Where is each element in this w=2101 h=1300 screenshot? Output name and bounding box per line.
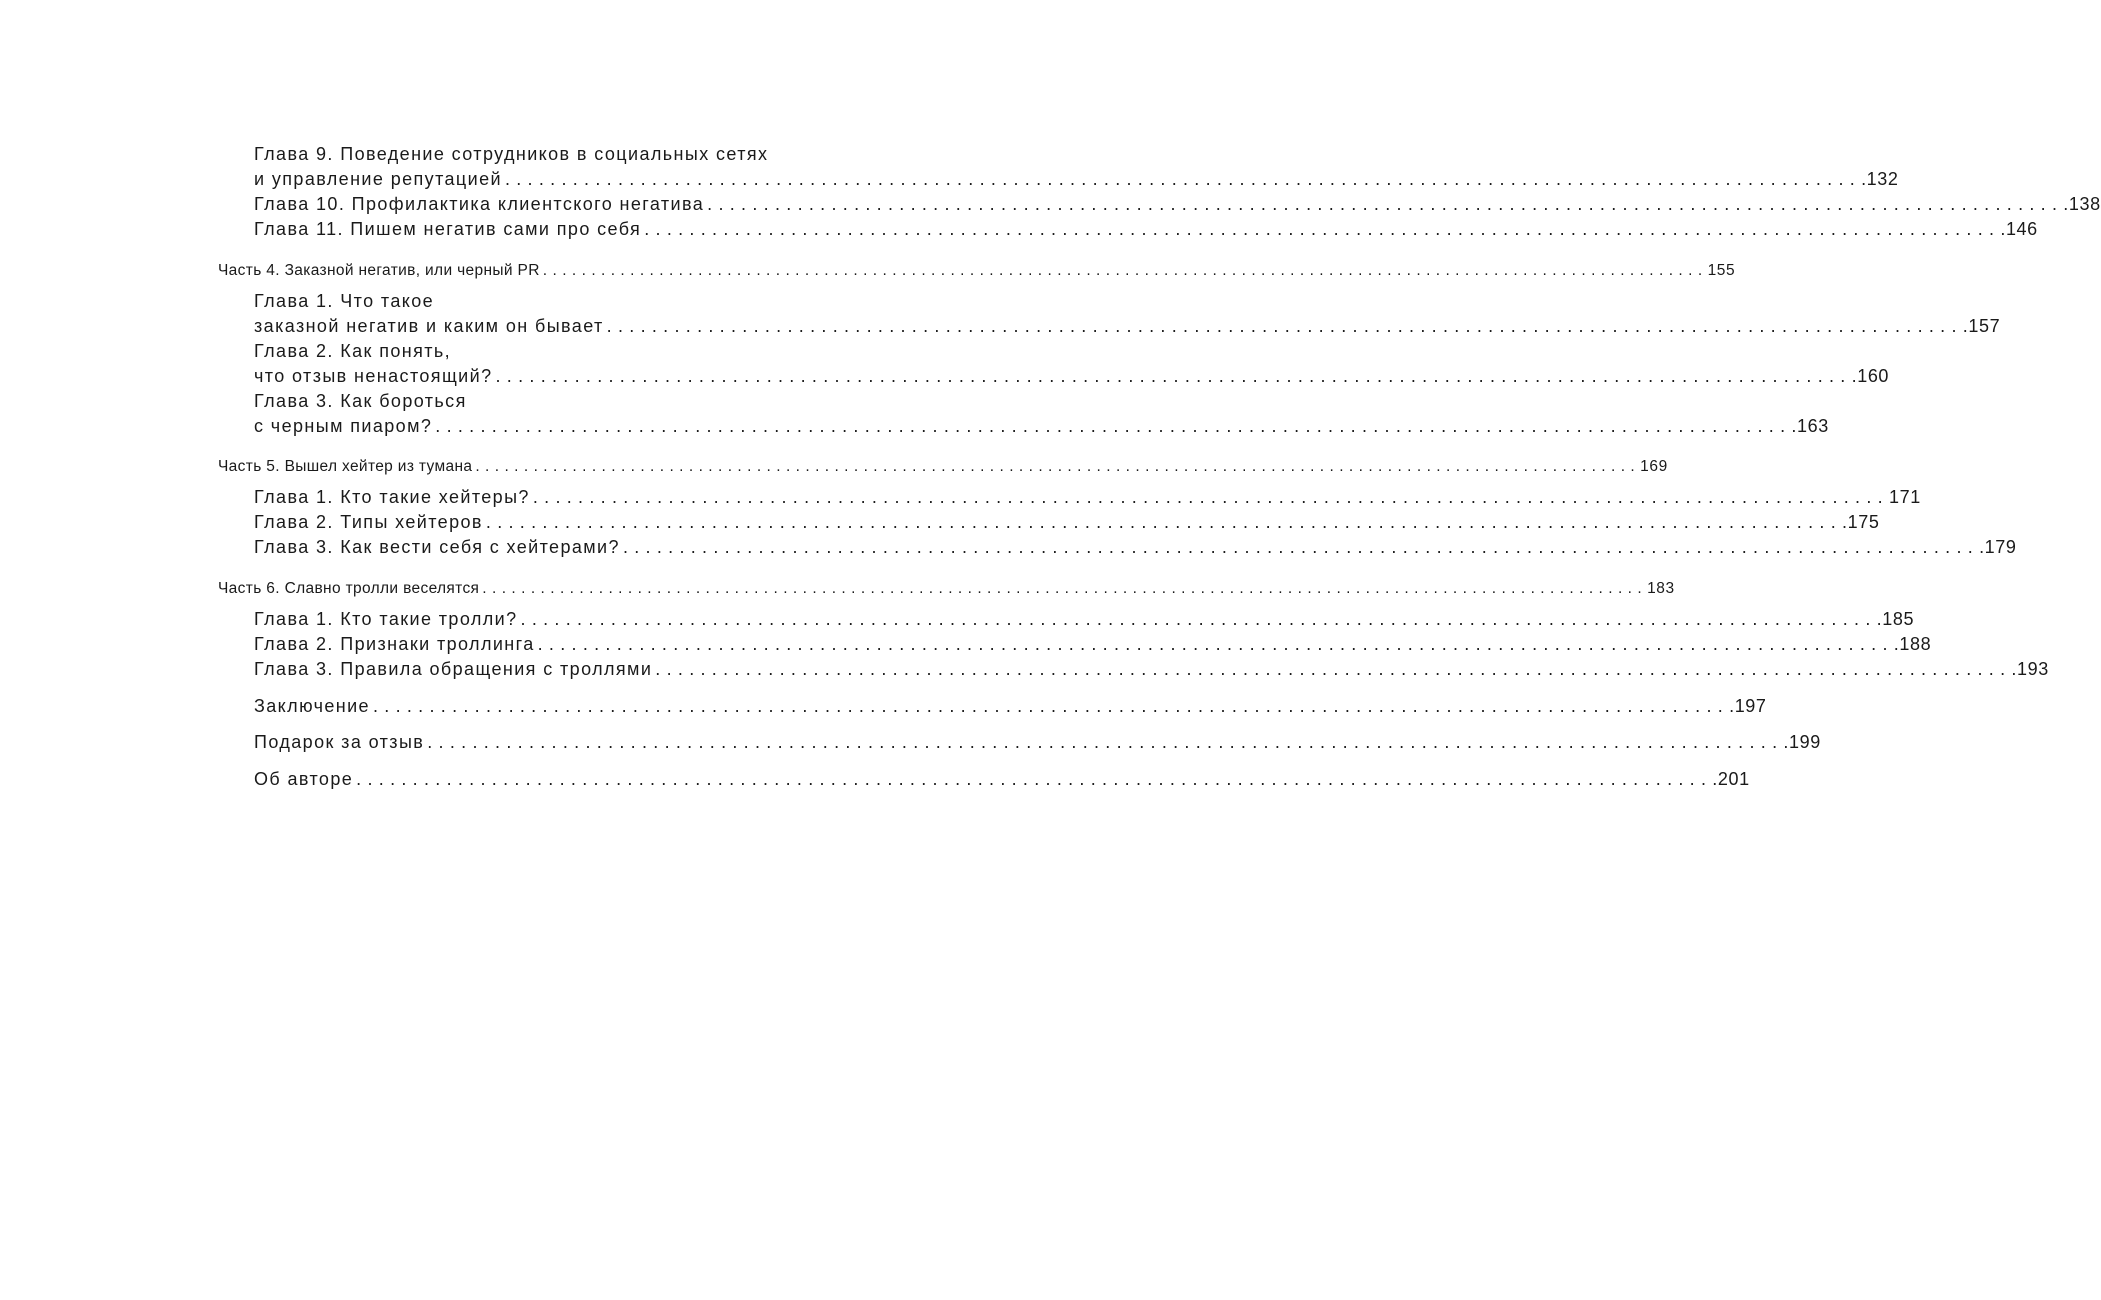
toc-entry-title: Глава 3. Как вести себя с хейтерами? (254, 537, 620, 557)
toc-part-title: Часть 4. Заказной негатив, или черный PR (218, 262, 540, 279)
toc-part-5[interactable] (218, 455, 1668, 479)
toc-entry-conclusion[interactable] (254, 694, 1767, 718)
dot-leader: ........................................................................................................................ (606, 316, 1963, 336)
dot-leader: ........................................................................................................................ (482, 580, 1648, 597)
toc-entry-chapter-11[interactable] (254, 217, 2038, 241)
dot-leader: ........................................................................................................................ (495, 366, 1852, 386)
dot-leader: ........................................................................................................................ (485, 512, 1843, 532)
toc-part-title: Часть 5. Вышел хейтер из тумана (218, 458, 473, 475)
toc-entry-page: .179 (1979, 537, 2017, 557)
toc-entry-part4-chapter-3-line1 (254, 389, 866, 413)
toc-entry-title: Глава 1. Что такое (254, 291, 435, 311)
toc-entry-part6-chapter-1[interactable] (254, 607, 1915, 631)
toc-entry-page: .188 (1893, 634, 1932, 654)
toc-entry-title: Заключение (254, 696, 370, 716)
dot-leader: ........................................................................................................................ (356, 769, 1713, 789)
toc-entry-title: Глава 1. Кто такие тролли? (254, 609, 518, 629)
toc-entry-part4-chapter-3[interactable] (254, 414, 1829, 438)
toc-entry-page: .157 (1962, 316, 2001, 336)
toc-entry-page: .138 (2063, 194, 2101, 214)
toc-entry-chapter-9-line1 (254, 142, 866, 166)
toc-entry-page: .163 (1791, 416, 1829, 436)
toc-entry-title: Глава 9. Поведение сотрудников в социальных сетях (254, 144, 769, 164)
toc-entry-part6-chapter-2[interactable] (254, 632, 1932, 656)
toc-entry-title: заказной негатив и каким он бывает (254, 316, 604, 336)
toc-entry-page: .197 (1729, 696, 1767, 716)
toc-entry-about-author[interactable] (254, 767, 1750, 791)
dot-leader: ........................................................................................................................ (655, 659, 2012, 679)
toc-entry-title: Подарок за отзыв (254, 732, 425, 752)
toc-entry-chapter-9[interactable] (254, 167, 1899, 191)
toc-entry-part4-chapter-1[interactable] (254, 314, 2001, 338)
dot-leader: ........................................................................................................................ (644, 219, 2001, 239)
toc-entry-part4-chapter-2-line1 (254, 339, 866, 363)
toc-entry-title: Глава 2. Типы хейтеров (254, 512, 483, 532)
toc-part-6[interactable] (218, 577, 1675, 601)
toc-entry-part6-chapter-3[interactable] (254, 657, 2049, 681)
toc-entry-page: .146 (2000, 219, 2038, 239)
dot-leader: ........................................................................................................................ (475, 458, 1641, 475)
toc-entry-page: .132 (1861, 169, 1899, 189)
dot-leader: ........................................................................................................................ (504, 169, 1862, 189)
toc-entry-title: Глава 11. Пишем негатив сами про себя (254, 219, 642, 239)
toc-entry-gift[interactable] (254, 730, 1821, 754)
toc-entry-page: 171 (1888, 487, 1921, 507)
toc-entry-title: Об авторе (254, 769, 354, 789)
toc-entry-part4-chapter-2[interactable] (254, 364, 1890, 388)
toc-entry-page: .185 (1876, 609, 1915, 629)
toc-part-page: 155 (1707, 262, 1736, 279)
toc-part-title: Часть 6. Славно тролли веселятся (218, 580, 480, 597)
toc-entry-page: .175 (1842, 512, 1880, 532)
toc-entry-title: Глава 3. Как бороться (254, 391, 467, 411)
toc-entry-chapter-10[interactable] (254, 192, 2101, 216)
toc-entry-part5-chapter-2[interactable] (254, 510, 1880, 534)
dot-leader: ........................................................................................................................ (372, 696, 1730, 716)
dot-leader: ........................................................................................................................ (622, 537, 1980, 557)
toc-entry-title: с черным пиаром? (254, 416, 433, 436)
toc-entry-title: Глава 2. Как понять, (254, 341, 452, 361)
toc-entry-title: Глава 10. Профилактика клиентского негатива (254, 194, 705, 214)
toc-entry-title: и управление репутацией (254, 169, 502, 189)
toc-entry-title: Глава 1. Кто такие хейтеры? (254, 487, 530, 507)
toc-part-4[interactable] (218, 259, 1736, 283)
toc-part-page: 183 (1647, 580, 1675, 597)
toc-part-page: 169 (1640, 458, 1668, 475)
toc-entry-part5-chapter-1[interactable] (254, 485, 1921, 509)
toc-entry-part5-chapter-3[interactable] (254, 535, 2017, 559)
toc-entry-page: .199 (1783, 732, 1821, 752)
toc-entry-part4-chapter-1-line1 (254, 289, 866, 313)
dot-leader: ........................................................................................................................ (435, 416, 1792, 436)
toc-entry-page: .201 (1712, 769, 1750, 789)
toc-entry-title: что отзыв ненастоящий? (254, 366, 493, 386)
dot-leader: ........................................................................................................................ (427, 732, 1784, 752)
toc-entry-page: .193 (2011, 659, 2049, 679)
toc-entry-title: Глава 3. Правила обращения с троллями (254, 659, 653, 679)
dot-leader: ........................................................................................................................ (537, 634, 1894, 654)
toc-entry-page: .160 (1851, 366, 1890, 386)
toc-entry-title: Глава 2. Признаки троллинга (254, 634, 535, 654)
dot-leader: ........................................................................................................................ (520, 609, 1877, 629)
dot-leader: ........................................................................................................................ (542, 262, 1708, 279)
dot-leader: ........................................................................................................................ (707, 194, 2064, 214)
dot-leader: ........................................................................................................................ (532, 487, 1889, 507)
